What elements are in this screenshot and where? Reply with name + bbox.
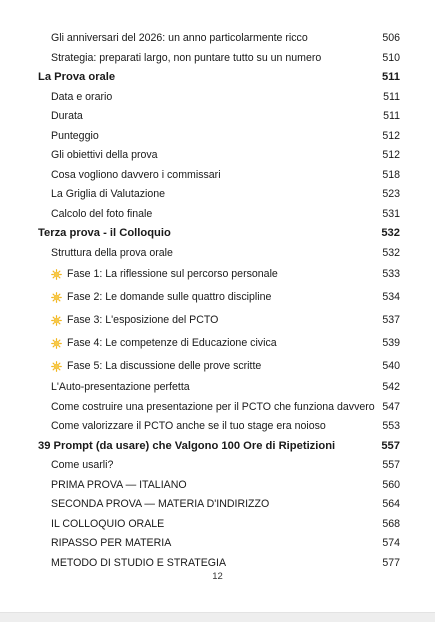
toc-page-number: 557 — [381, 439, 400, 452]
toc-entry-text: La Prova orale — [38, 71, 116, 84]
toc-entry-title — [38, 228, 171, 239]
toc-entry[interactable] — [38, 205, 400, 225]
toc-entry-text: Struttura della prova orale — [51, 246, 173, 259]
toc-page-number: 547 — [382, 400, 400, 413]
toc-entry[interactable] — [38, 185, 400, 205]
toc-entry-text: Gli anniversari del 2026: un anno particolarmente ricco — [51, 32, 308, 45]
toc-entry-title — [51, 421, 326, 432]
toc-entry[interactable] — [38, 244, 400, 264]
sun-icon — [51, 361, 62, 372]
toc-entry[interactable] — [38, 286, 400, 309]
toc-entry-text: Data e orario — [51, 90, 113, 103]
toc-entry[interactable] — [38, 476, 400, 496]
toc-entry-title — [51, 292, 271, 303]
toc-entry-title — [51, 382, 190, 393]
toc-page-number: 577 — [382, 556, 400, 569]
toc-entry-text: Cosa vogliono davvero i commissari — [51, 168, 221, 181]
toc-page-number: 553 — [382, 420, 400, 433]
toc-page-number: 537 — [382, 314, 400, 327]
toc-page-number: 511 — [381, 71, 400, 84]
toc-entry-title — [51, 269, 278, 280]
toc-entry-title — [51, 33, 308, 44]
toc-entry-title — [51, 480, 187, 491]
page-number: 12 — [212, 571, 223, 582]
toc-entry-title — [51, 519, 164, 530]
toc-entry-text: Come usarli? — [51, 459, 114, 472]
toc-entry-title — [51, 131, 99, 142]
toc-entry-title — [51, 189, 165, 200]
toc-page-number: 532 — [381, 227, 400, 240]
toc-entry-text: Strategia: preparati largo, non puntare tutto su un numero — [51, 51, 322, 64]
toc-entry-title — [51, 558, 226, 569]
toc-entry-text: Gli obiettivi della prova — [51, 149, 158, 162]
toc-entry[interactable] — [38, 146, 400, 166]
toc-page-number: 511 — [383, 90, 400, 103]
toc-entry-text: IL COLLOQUIO ORALE — [51, 517, 165, 530]
toc-page-number: 518 — [382, 168, 400, 181]
toc-page-number: 560 — [382, 478, 400, 491]
toc-entry-text: 39 Prompt (da usare) che Valgono 100 Ore di Ripetizioni — [38, 439, 336, 452]
toc-entry-text: Fase 2: Le domande sulle quattro discipline — [67, 291, 272, 304]
toc-entry-title — [51, 538, 171, 549]
toc-entry-text: Fase 3: L'esposizione del PCTO — [67, 314, 219, 327]
toc-page-number: 523 — [382, 188, 400, 201]
toc-page-number: 539 — [382, 337, 400, 350]
toc-entry-text: Terza prova - il Colloquio — [38, 227, 171, 240]
toc-page-number: 531 — [382, 207, 400, 220]
toc-page-number: 557 — [382, 459, 400, 472]
toc-entry[interactable] — [38, 29, 400, 49]
toc-section-entry[interactable] — [38, 68, 400, 88]
toc-section-entry[interactable] — [38, 224, 400, 244]
toc-entry-text: Punteggio — [51, 129, 99, 142]
toc-entry-text: SECONDA PROVA — MATERIA D'INDIRIZZO — [51, 498, 270, 511]
toc-entry[interactable] — [38, 127, 400, 147]
toc-entry-text: Fase 1: La riflessione sul percorso personale — [67, 268, 278, 281]
toc-entry-title — [51, 53, 321, 64]
toc-page-number: 540 — [382, 360, 400, 373]
toc-section-entry[interactable] — [38, 437, 400, 457]
toc-entry-title — [51, 150, 158, 161]
toc-page-number: 511 — [383, 110, 400, 123]
toc-entry-title — [38, 441, 335, 452]
table-of-contents — [38, 29, 400, 573]
toc-entry[interactable] — [38, 534, 400, 554]
toc-page-number: 564 — [382, 498, 400, 511]
toc-entry[interactable] — [38, 166, 400, 186]
toc-entry-title — [51, 460, 113, 471]
toc-entry-title — [51, 499, 269, 510]
sun-icon — [51, 292, 62, 303]
toc-entry-title — [51, 111, 83, 122]
toc-entry-text: L'Auto-presentazione perfetta — [51, 381, 190, 394]
toc-page-number: 510 — [382, 51, 400, 64]
sun-icon — [51, 338, 62, 349]
toc-page-number: 542 — [382, 381, 400, 394]
toc-entry[interactable] — [38, 515, 400, 535]
toc-page-number: 532 — [382, 246, 400, 259]
toc-entry-text: Fase 5: La discussione delle prove scritte — [67, 360, 262, 373]
sun-icon — [51, 315, 62, 326]
toc-entry-title — [51, 338, 277, 349]
toc-page-number: 574 — [382, 537, 400, 550]
toc-entry-title — [51, 315, 218, 326]
toc-entry[interactable] — [38, 456, 400, 476]
sun-icon — [51, 269, 62, 280]
toc-page-number: 534 — [382, 291, 400, 304]
toc-entry[interactable] — [38, 88, 400, 108]
toc-entry[interactable] — [38, 417, 400, 437]
toc-entry[interactable] — [38, 309, 400, 332]
toc-entry[interactable] — [38, 495, 400, 515]
toc-entry-text: Fase 4: Le competenze di Educazione civica — [67, 337, 277, 350]
toc-page-number: 506 — [382, 32, 400, 45]
toc-entry-title — [51, 248, 173, 259]
toc-entry-title — [38, 72, 115, 83]
toc-entry[interactable] — [38, 263, 400, 286]
toc-entry-title — [51, 402, 375, 413]
toc-page-number: 533 — [382, 268, 400, 281]
toc-entry[interactable] — [38, 355, 400, 378]
toc-entry[interactable] — [38, 107, 400, 127]
toc-entry-title — [51, 92, 112, 103]
toc-entry-text: Durata — [51, 110, 83, 123]
toc-entry-text: La Griglia di Valutazione — [51, 188, 166, 201]
toc-entry-title — [51, 361, 261, 372]
toc-entry[interactable] — [38, 332, 400, 355]
toc-entry-text: Come costruire una presentazione per il PCTO che funziona davvero — [51, 400, 375, 413]
toc-page-number: 568 — [382, 517, 400, 530]
toc-entry-title — [51, 170, 221, 181]
toc-page-number: 512 — [382, 129, 400, 142]
toc-entry-text: Calcolo del foto finale — [51, 207, 153, 220]
toc-entry[interactable] — [38, 398, 400, 418]
toc-entry[interactable] — [38, 49, 400, 69]
toc-page-number: 512 — [382, 149, 400, 162]
toc-entry-text: METODO DI STUDIO E STRATEGIA — [51, 556, 227, 569]
toc-entry[interactable] — [38, 378, 400, 398]
toc-entry-text: PRIMA PROVA — ITALIANO — [51, 478, 187, 491]
toc-entry-text: Come valorizzare il PCTO anche se il tuo stage era noioso — [51, 420, 326, 433]
toc-entry-title — [51, 209, 152, 220]
toc-entry-text: RIPASSO PER MATERIA — [51, 537, 172, 550]
